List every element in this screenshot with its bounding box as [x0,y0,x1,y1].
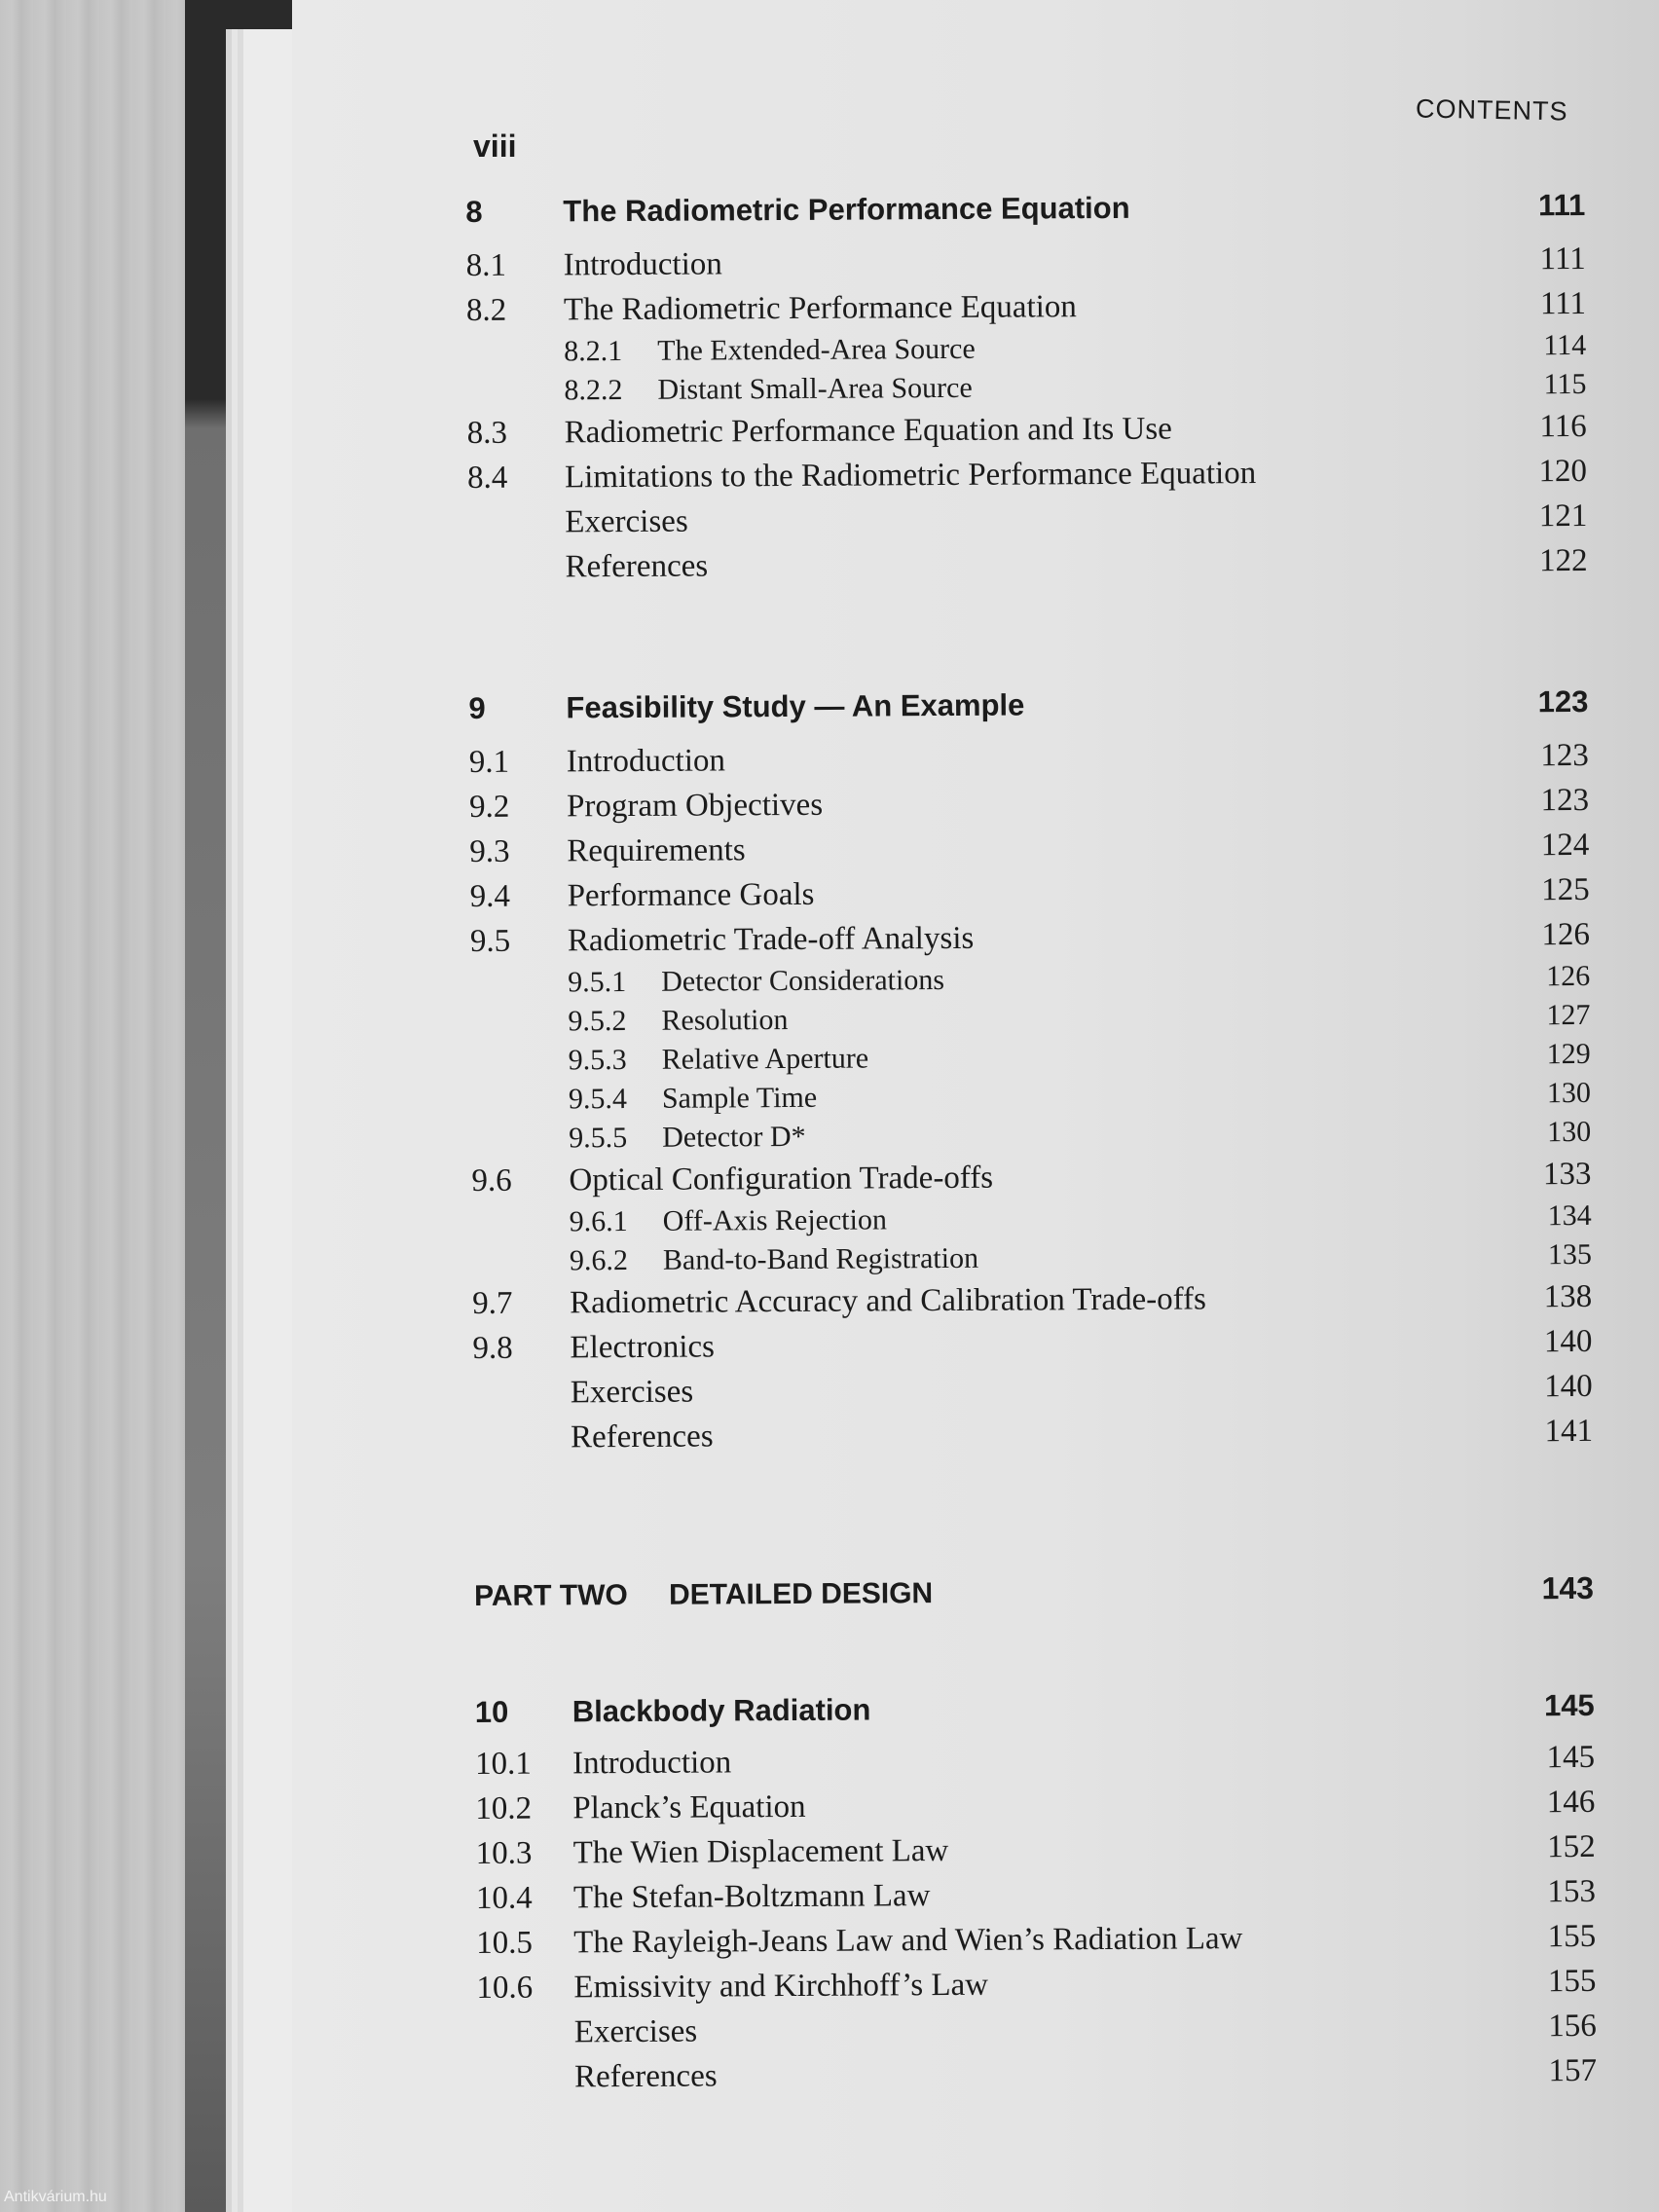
entry-page: 140 [1544,1368,1593,1405]
toc-entry [476,1869,1596,1921]
entry-page: 123 [1540,782,1590,819]
entry-page: 111 [1539,240,1586,277]
entry-title: Radiometric Trade-off Analysis [567,920,975,959]
chapter-heading [465,188,1585,230]
toc-entry [477,2004,1597,2055]
entry-number: 9.1 [468,744,510,780]
entry-title: Radiometric Accuracy and Calibration Trade-offs [570,1281,1207,1321]
entry-page: 115 [1543,367,1587,401]
chapter-9-section [468,684,1593,1460]
chapter-title: Feasibility Study — An Example [566,687,1025,725]
entry-title: Resolution [661,1003,789,1037]
entry-page: 130 [1546,1076,1592,1110]
entry-title: Performance Goals [567,876,815,914]
entry-number: 9.5.1 [568,966,627,999]
toc-entry [469,733,1589,785]
entry-page: 120 [1538,453,1588,490]
entry-number [477,2086,574,2087]
toc-entry [475,1780,1595,1831]
entry-number: 9.8 [472,1330,513,1366]
chapter-8-entries [466,237,1588,590]
entry-page: 140 [1543,1323,1593,1360]
entry-number [473,1447,571,1448]
toc-entry [470,912,1590,964]
entry-title: Distant Small-Area Source [657,371,973,406]
chapter-number: 10 [474,1694,509,1729]
page-folio: viii [473,129,517,164]
entry-number: 9.7 [472,1285,513,1321]
toc-entry [469,823,1589,874]
entry-number: 8.2.2 [564,374,623,407]
part-label: PART TWO [473,1579,628,1612]
entry-title: Optical Configuration Trade-offs [569,1160,994,1198]
entry-number: 10.3 [475,1835,533,1871]
entry-title: Emissivity and Kirchhoff’s Law [573,1967,989,2006]
entry-page: 123 [1540,737,1589,774]
entry-title: Limitations to the Radiometric Performance Equation [564,456,1257,496]
desk-background [0,0,195,2212]
entry-number: 8.3 [466,415,508,451]
toc-entry [467,538,1587,590]
entry-title: Program Objectives [566,787,824,825]
entry-page: 114 [1543,328,1587,362]
toc-entry [476,1825,1596,1876]
chapter-heading [468,684,1588,726]
entry-page: 153 [1547,1873,1597,1910]
entry-page: 156 [1548,2008,1597,2045]
entry-title: Relative Aperture [661,1042,869,1076]
toc-entry [466,281,1586,333]
toc-entry [477,2048,1597,2100]
toc-entry [476,1959,1596,2010]
entry-title: Band-to-Band Registration [662,1241,979,1276]
entry-number [477,2042,574,2043]
entry-number: 10.4 [475,1880,533,1916]
toc-entry [467,449,1587,500]
entry-page: 130 [1547,1115,1592,1149]
chapter-page: 123 [1537,683,1589,719]
entry-number: 8.4 [466,460,508,496]
toc-entry [470,867,1590,919]
toc-entry [471,1113,1591,1159]
chapter-page: 111 [1537,187,1586,223]
entry-number [473,1402,571,1403]
entry-number: 9.2 [468,789,510,825]
chapter-title: Blackbody Radiation [571,1692,871,1729]
entry-page: 146 [1546,1784,1596,1821]
entry-number: 9.6.1 [569,1205,628,1238]
part-page: 143 [1541,1569,1595,1606]
toc-entry [469,778,1589,830]
entry-title: Exercises [573,2013,698,2050]
entry-page: 111 [1539,285,1587,322]
entry-page: 116 [1539,408,1587,445]
entry-number: 10.2 [475,1790,533,1826]
toc-entry [472,1235,1592,1281]
toc-entry [466,237,1586,288]
entry-page: 129 [1546,1037,1591,1071]
toc-entry [472,1197,1592,1242]
entry-title: References [573,2058,718,2095]
chapter-10-entries [475,1735,1597,2100]
entry-number: 9.5 [469,923,511,959]
entry-title: Detector D* [662,1120,806,1154]
entry-number: 10.1 [474,1746,532,1782]
entry-number [467,532,565,533]
entry-title: The Stefan-Boltzmann Law [572,1878,931,1916]
table-of-contents [465,149,1597,2100]
entry-title: Detector Considerations [661,964,945,998]
entry-page: 122 [1538,542,1588,579]
entry-title: Exercises [570,1374,694,1411]
entry-page: 145 [1546,1739,1596,1776]
chapter-9-entries [469,733,1593,1460]
part-two-section [474,1570,1594,1613]
toc-entry [466,326,1586,372]
entry-page: 138 [1543,1278,1593,1315]
toc-entry [473,1409,1593,1460]
entry-page: 155 [1547,1963,1597,2000]
chapter-title: The Radiometric Performance Equation [563,190,1130,229]
entry-title: Requirements [567,832,746,869]
chapter-page: 145 [1543,1687,1595,1723]
entry-title: References [565,548,709,585]
entry-title: References [570,1419,714,1456]
entry-page: 124 [1540,827,1590,864]
entry-title: The Wien Displacement Law [572,1833,949,1871]
chapter-number: 9 [468,690,486,725]
toc-entry [466,365,1586,411]
entry-title: The Radiometric Performance Equation [563,289,1077,328]
entry-title: Electronics [570,1329,716,1366]
entry-number: 10.5 [476,1925,534,1961]
toc-entry [475,1735,1595,1787]
toc-entry [471,1074,1591,1120]
entry-page: 134 [1547,1198,1592,1233]
watermark: Antikvárium.hu [4,2189,107,2205]
entry-number: 9.5.3 [568,1044,627,1077]
toc-entry [472,1319,1592,1371]
entry-title: Exercises [565,503,688,540]
toc-entry [467,494,1587,545]
entry-title: Introduction [563,246,722,283]
entry-number: 8.1 [465,247,507,283]
entry-page: 135 [1547,1237,1593,1272]
toc-entry [467,404,1587,456]
entry-page: 152 [1547,1828,1596,1865]
entry-number: 9.6 [471,1162,512,1198]
entry-title: Sample Time [661,1081,818,1115]
part-heading [474,1570,1594,1613]
entry-number: 9.4 [469,878,511,914]
entry-page: 141 [1544,1413,1594,1450]
entry-title: Planck’s Equation [572,1788,806,1826]
entry-title: Off-Axis Rejection [662,1203,888,1237]
entry-page: 126 [1541,916,1591,953]
entry-title: Introduction [571,1745,732,1782]
toc-entry [471,1035,1591,1081]
entry-page: 126 [1546,959,1591,993]
entry-number: 9.5.2 [568,1005,627,1038]
entry-number: 9.5.4 [568,1083,628,1116]
entry-page: 125 [1541,871,1590,908]
entry-title: The Rayleigh-Jeans Law and Wien’s Radiation Law [573,1921,1243,1961]
chapter-10-section [475,1688,1598,2100]
part-title: DETAILED DESIGN [668,1577,934,1611]
toc-entry [472,1274,1592,1326]
entry-number: 9.6.2 [569,1244,629,1277]
entry-page: 133 [1542,1156,1592,1193]
toc-entry [470,957,1590,1003]
entry-title: Radiometric Performance Equation and Its Use [564,411,1172,451]
entry-page: 121 [1538,498,1588,535]
toc-entry [470,996,1590,1042]
entry-number: 8.2 [465,292,507,328]
chapter-heading [475,1688,1595,1730]
running-head: CONTENTS [1415,93,1568,127]
entry-number: 9.5.5 [569,1122,628,1155]
entry-title: The Extended-Area Source [657,332,976,367]
entry-number: 9.3 [469,833,510,869]
chapter-8-section [465,188,1587,590]
entry-number [468,576,566,577]
toc-entry [476,1914,1596,1966]
chapter-number: 8 [465,194,483,229]
entry-page: 157 [1548,2052,1598,2089]
entry-number: 10.6 [476,1970,534,2006]
toc-entry [471,1152,1591,1203]
entry-number: 8.2.1 [564,335,623,368]
entry-page: 127 [1546,998,1591,1032]
entry-page: 155 [1547,1918,1597,1955]
toc-entry [473,1364,1593,1416]
entry-title: Introduction [566,743,726,780]
